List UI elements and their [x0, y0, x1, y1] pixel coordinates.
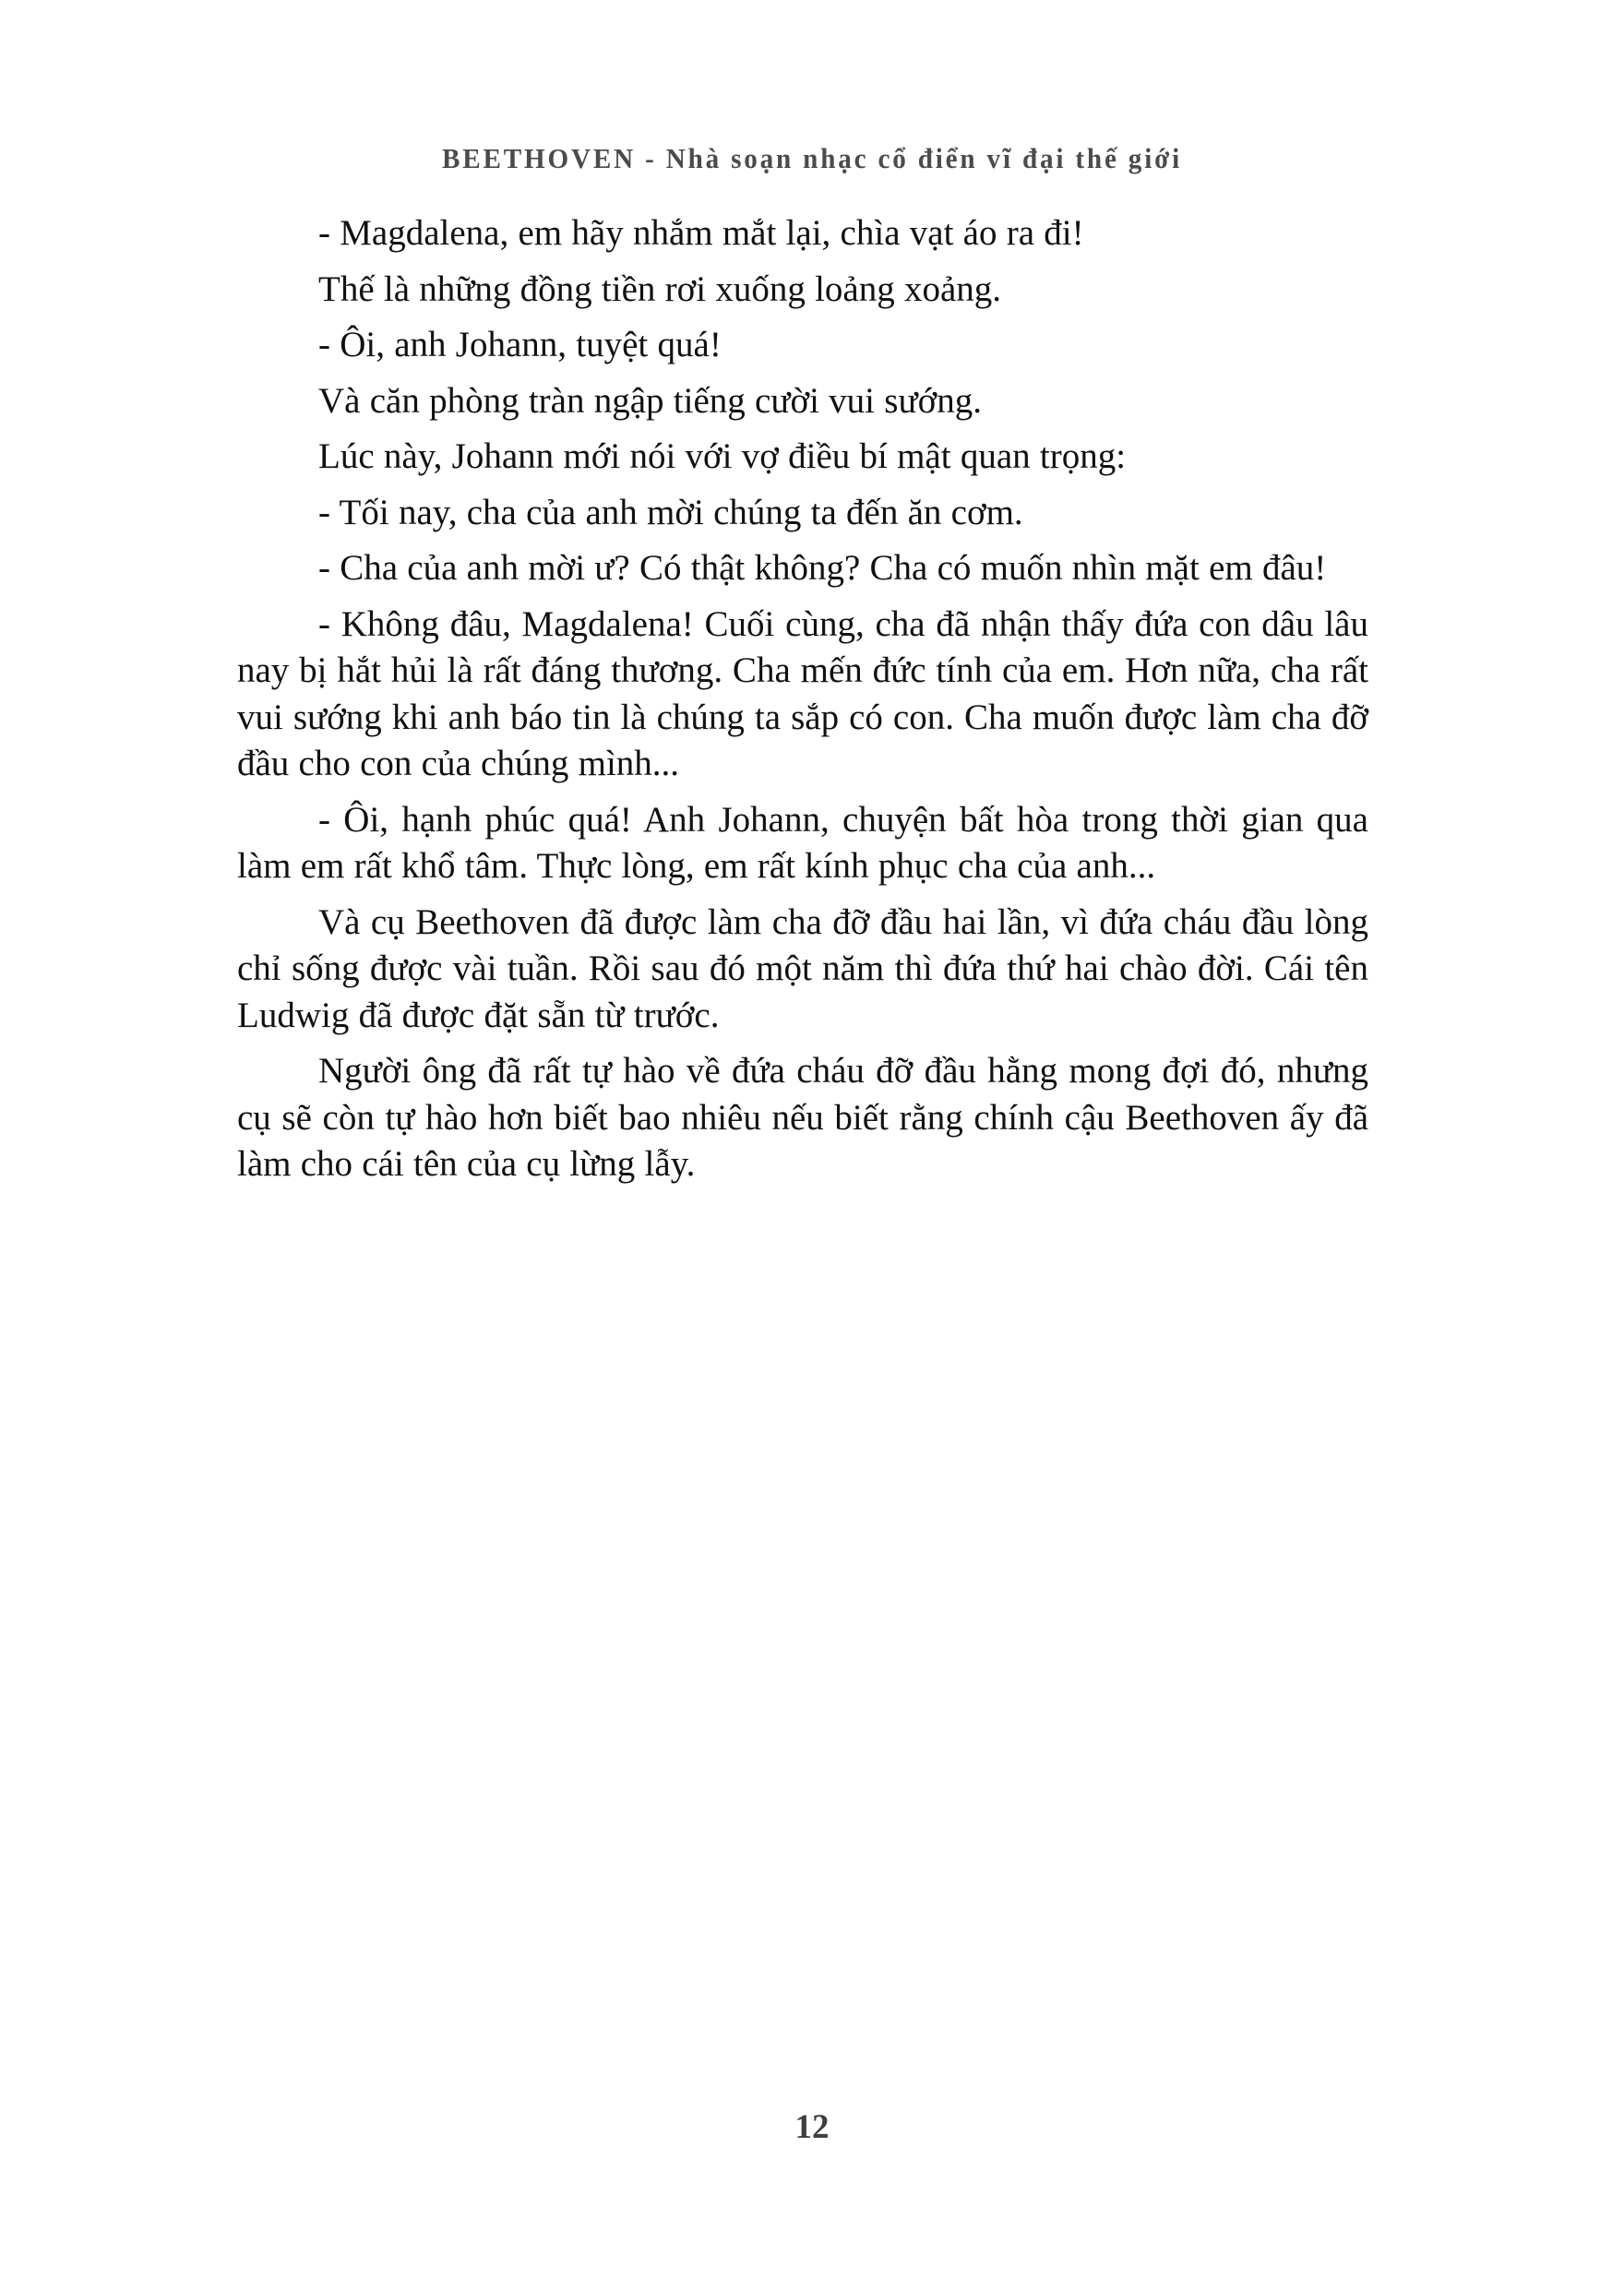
paragraph: - Ôi, anh Johann, tuyệt quá! [318, 325, 722, 364]
paragraph: - Ôi, hạnh phúc quá! Anh Johann, chuyện bất hòa trong thời gian qua làm em rất khổ tâm. Thực lòng, em rất kính phục cha của anh... [237, 799, 1368, 886]
paragraph: Và căn phòng tràn ngập tiếng cười vui sướng. [318, 380, 982, 421]
paragraph: Người ông đã rất tự hào về đứa cháu đỡ đầu hằng mong đợi đó, nhưng cụ sẽ còn tự hào hơn biết bao nhiêu nếu biết rằng chính cậu Beethoven ấy đã làm cho cái tên của cụ lừng lẫy. [237, 1051, 1368, 1184]
paragraph: - Tối nay, cha của anh mời chúng ta đến ăn cơm. [318, 492, 1023, 532]
paragraph: - Magdalena, em hãy nhắm mắt lại, chìa vạt áo ra đi! [318, 213, 1084, 253]
paragraph: Lúc này, Johann mới nói với vợ điều bí mật quan trọng: [318, 436, 1127, 476]
running-head: BEETHOVEN - Nhà soạn nhạc cổ điển vĩ đại thế giới [442, 142, 1182, 174]
paragraph: - Không đâu, Magdalena! Cuối cùng, cha đã nhận thấy đứa con dâu lâu nay bị hắt hủi là rất đáng thương. Cha mến đức tính của em. Hơn nữa, cha rất vui sướng khi anh báo tin là chúng ta sắp có con. Cha muốn được làm cha đỡ đầu cho con của chúng mình... [237, 603, 1368, 783]
page-number: 12 [794, 2108, 830, 2146]
paragraph: Thế là những đồng tiền rơi xuống loảng xoảng. [318, 268, 1002, 309]
paragraph: - Cha của anh mời ư? Có thật không? Cha có muốn nhìn mặt em đâu! [318, 548, 1327, 588]
body-text-column [237, 210, 1368, 1188]
paragraph: Và cụ Beethoven đã được làm cha đỡ đầu hai lần, vì đứa cháu đầu lòng chỉ sống được vài tuần. Rồi sau đó một năm thì đứa thứ hai chào đời. Cái tên Ludwig đã được đặt sẵn từ trước. [237, 901, 1368, 1035]
